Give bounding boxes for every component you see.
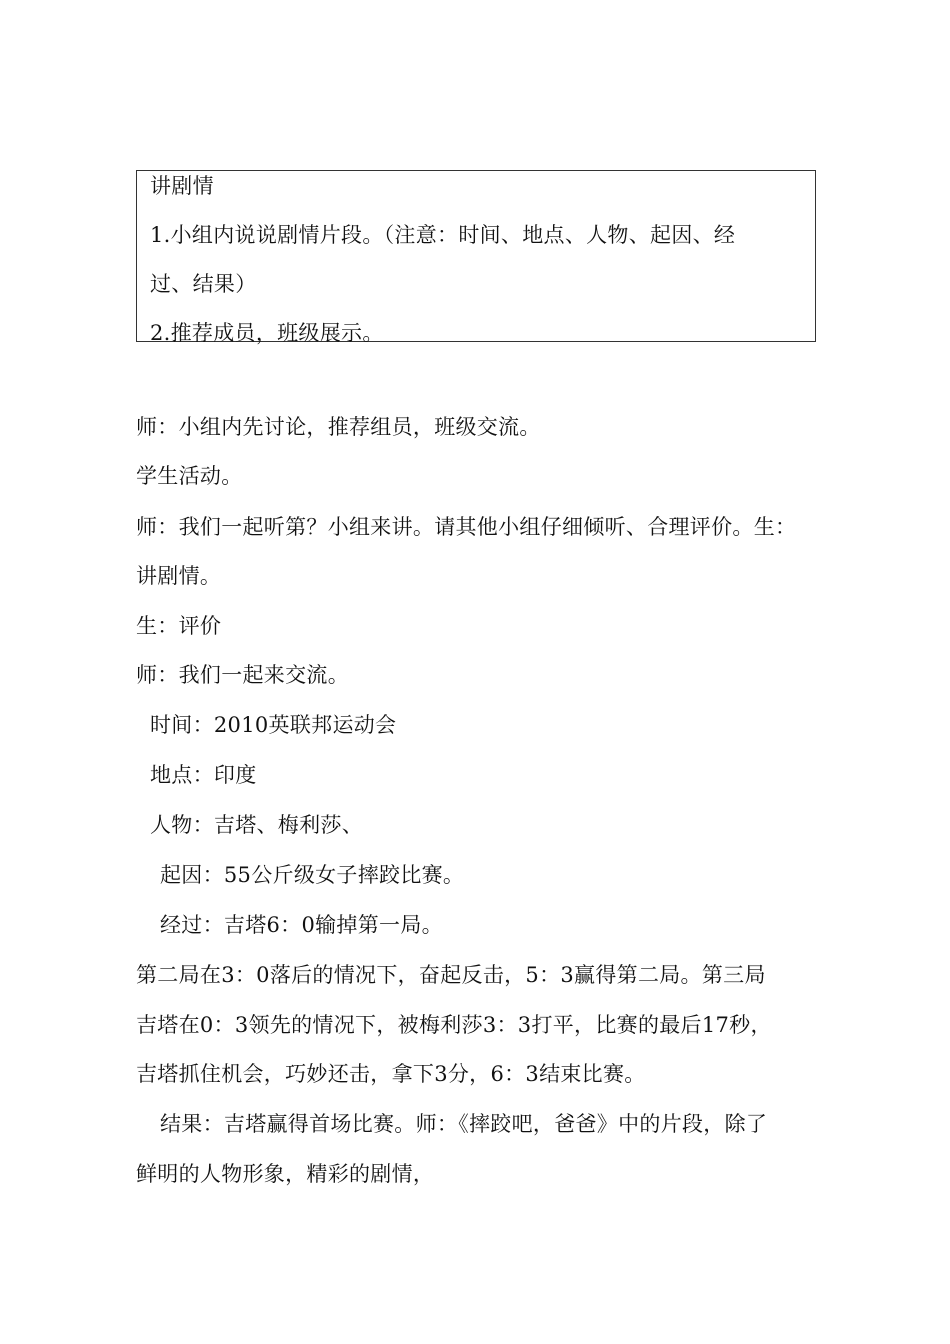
paragraph-line: 鲜明的人物形象，精彩的剧情， [136, 1162, 435, 1186]
paragraph-line: 时间：2010英联邦运动会 [150, 713, 397, 737]
box-title: 讲剧情 [150, 174, 214, 198]
paragraph-line: 地点：印度 [150, 763, 257, 787]
box-item-1-line-1: 1.小组内说说剧情片段。（注意：时间、地点、人物、起因、经 [150, 223, 736, 247]
activity-box [136, 170, 816, 342]
paragraph-line: 第二局在3：0落后的情况下，奋起反击，5：3赢得第二局。第三局 [136, 963, 766, 987]
paragraph-line: 人物：吉塔、梅利莎、 [150, 813, 363, 837]
paragraph-line: 讲剧情。 [136, 564, 222, 588]
paragraph-line: 起因：55公斤级女子摔跤比赛。 [160, 863, 465, 887]
paragraph-line: 吉塔抓住机会，巧妙还击，拿下3分，6：3结束比赛。 [136, 1062, 646, 1086]
paragraph-line: 经过：吉塔6：0输掉第一局。 [160, 913, 443, 937]
box-item-1-line-2: 过、结果） [150, 272, 257, 296]
paragraph-line: 学生活动。 [136, 464, 243, 488]
paragraph-line: 结果：吉塔赢得首场比赛。师：《摔跤吧，爸爸》中的片段，除了 [160, 1112, 768, 1136]
box-item-2: 2.推荐成员，班级展示。 [150, 321, 384, 345]
paragraph-line: 师：小组内先讨论，推荐组员，班级交流。 [136, 415, 541, 439]
paragraph-line: 吉塔在0：3领先的情况下，被梅利莎3：3打平，比赛的最后17秒， [136, 1013, 772, 1037]
paragraph-line: 生：评价 [136, 614, 222, 638]
paragraph-line: 师：我们一起来交流。 [136, 663, 349, 687]
paragraph-line: 师：我们一起听第？小组来讲。请其他小组仔细倾听、合理评价。生： [136, 515, 797, 539]
